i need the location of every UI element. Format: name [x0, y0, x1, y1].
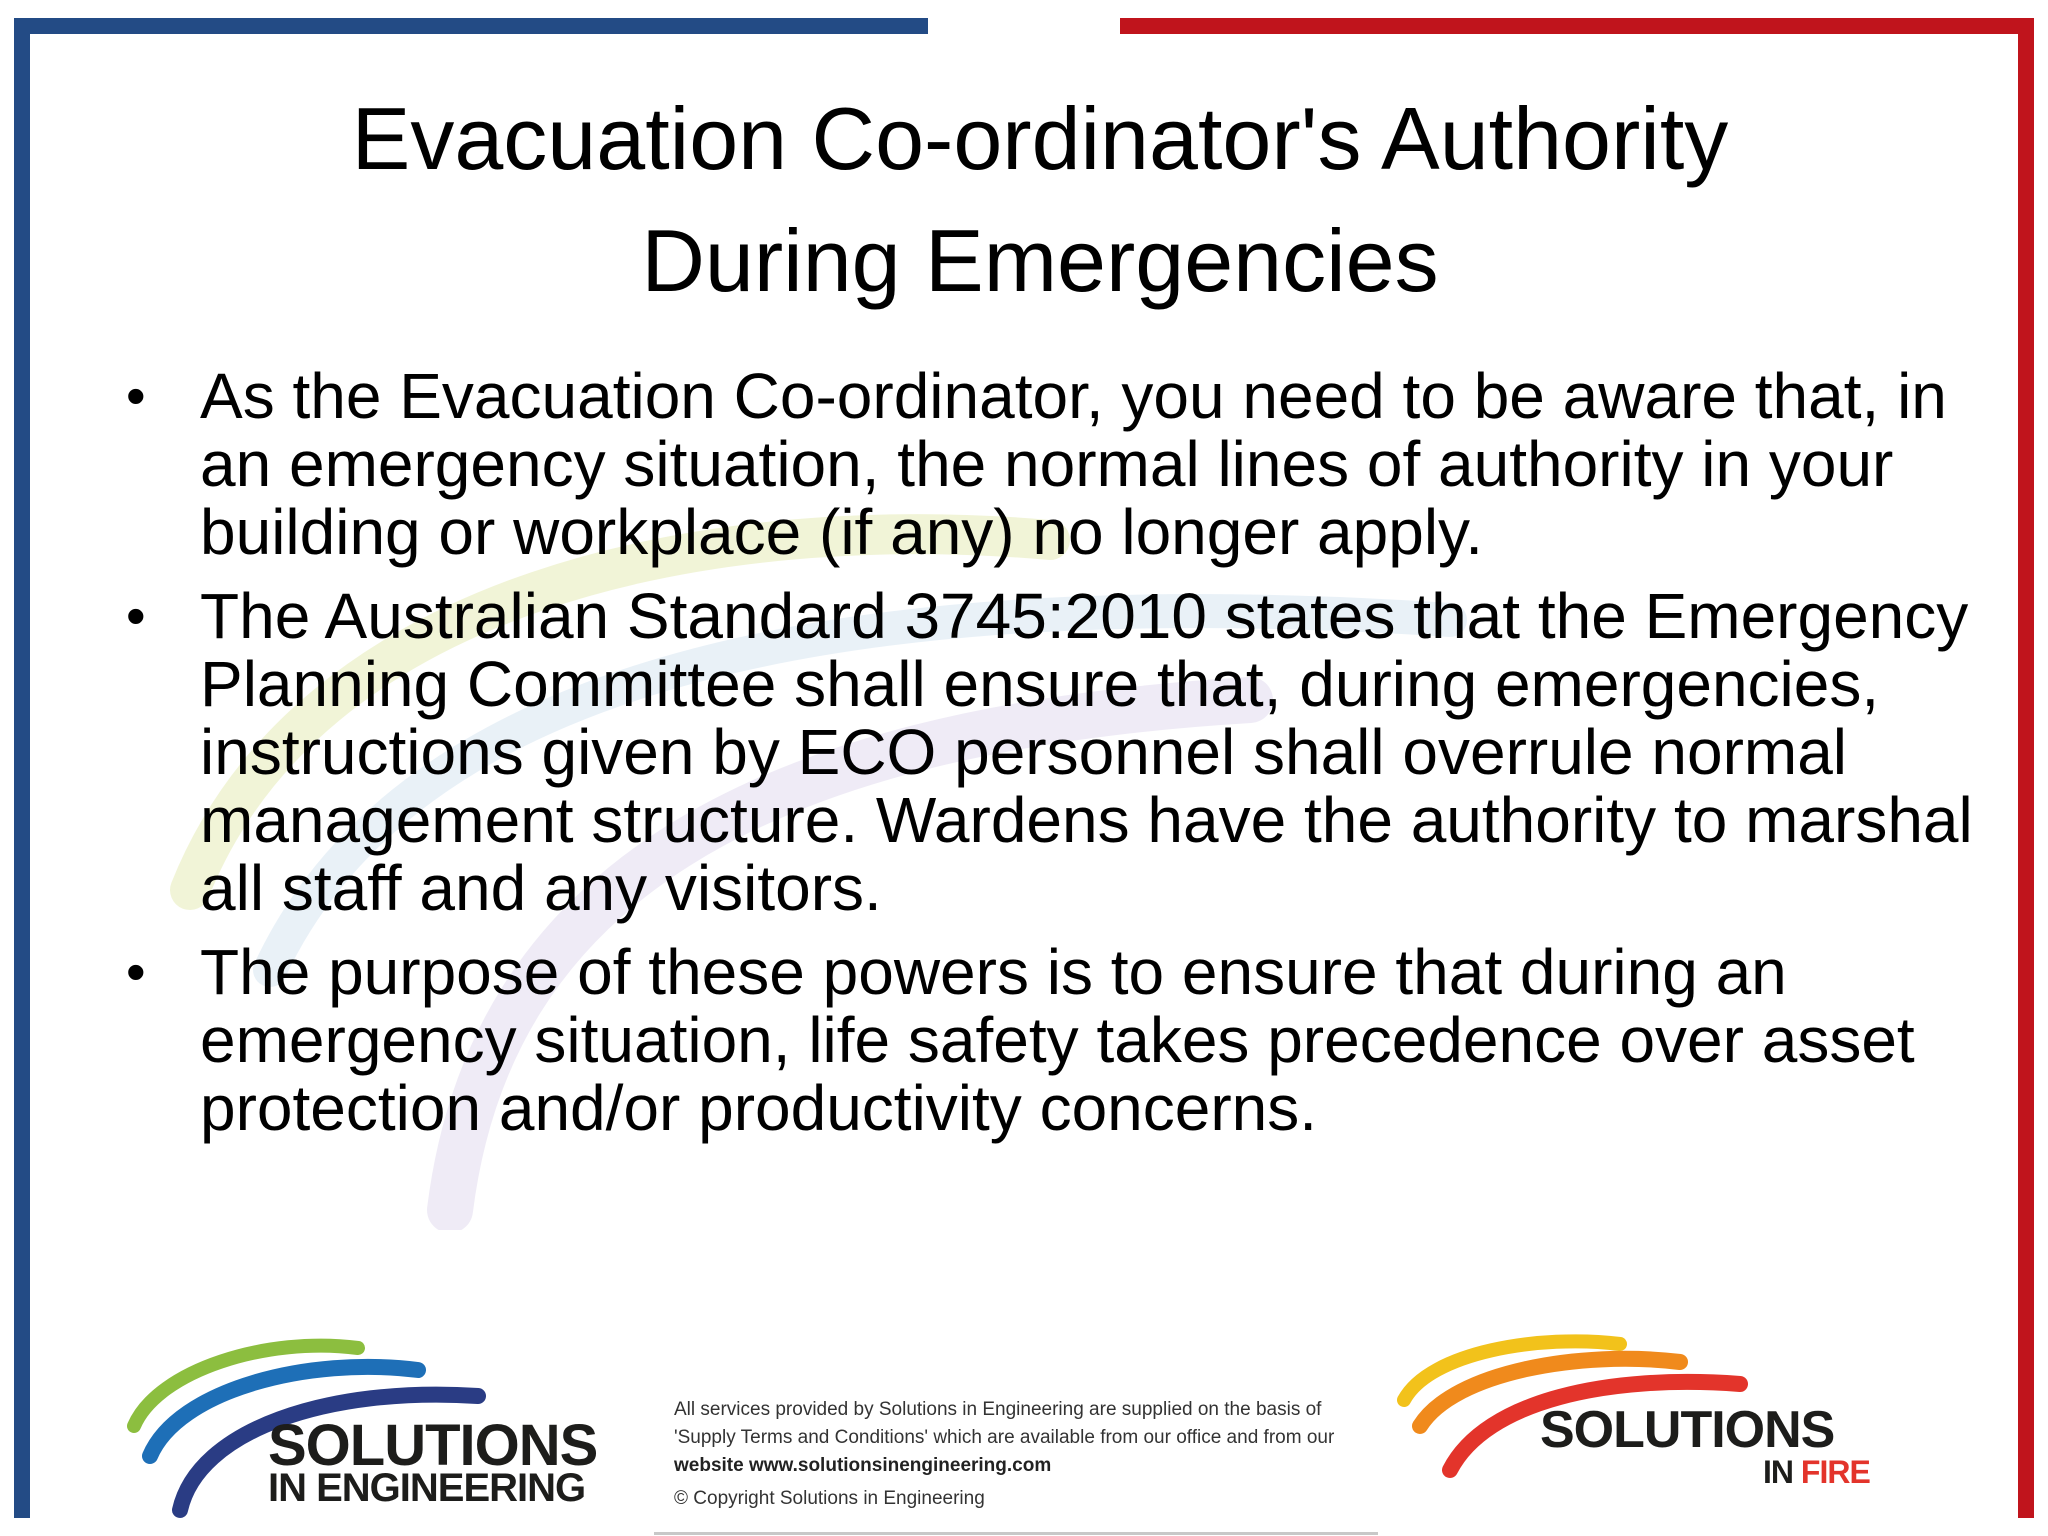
slide-title — [80, 78, 2000, 322]
frame-red-top — [1120, 18, 2034, 34]
logo-text-in-engineering: IN ENGINEERING — [268, 1466, 586, 1510]
title-line-2: During Emergencies — [641, 211, 1439, 310]
disclaimer-text: All services provided by Solutions in Engineering are supplied on the basis of 'Supply Terms and Conditions' which are available from our office and from our — [674, 1399, 1335, 1448]
frame-blue-left — [14, 18, 30, 1518]
bullet-item — [120, 362, 2000, 566]
logo-text-fire: FIRE — [1800, 1454, 1870, 1490]
title-line-1: Evacuation Co-ordinator's Authority — [351, 89, 1729, 188]
footer-divider — [654, 1532, 1378, 1535]
bullet-item — [120, 938, 2000, 1142]
disclaimer-website: website www.solutionsinengineering.com — [674, 1455, 1052, 1476]
bullet-text: As the Evacuation Co-ordinator, you need to be aware that, in an emergency situation, the normal lines of authority in your building or workplace (if any) no longer apply. — [200, 360, 1947, 568]
logo-text-solutions: SOLUTIONS — [1540, 1401, 1835, 1459]
bullet-list — [120, 362, 2000, 1158]
bullet-item — [120, 582, 2000, 922]
bullet-marker: • — [126, 940, 146, 1003]
logo-text-in: IN — [1763, 1454, 1801, 1490]
copyright-notice: © Copyright Solutions in Engineering — [674, 1488, 985, 1509]
bullet-marker: • — [126, 584, 146, 647]
bullet-text: The purpose of these powers is to ensure that during an emergency situation, life safety takes precedence over asset protection and/or productivity concerns. — [200, 936, 1915, 1144]
bullet-marker: • — [126, 364, 146, 427]
solutions-in-fire-logo — [1390, 1330, 1930, 1490]
frame-red-right — [2018, 18, 2034, 1518]
slide-footer — [0, 1330, 2048, 1536]
terms-disclaimer — [674, 1396, 1374, 1480]
solutions-in-engineering-logo — [118, 1330, 678, 1526]
logo-text-solutions: SOLUTIONS — [268, 1413, 598, 1478]
logo-text-in-fire — [1763, 1454, 1870, 1491]
frame-blue-top — [14, 18, 928, 34]
bullet-text: The Australian Standard 3745:2010 states that the Emergency Planning Committee shall ensure that, during emergencies, instructions given by ECO personnel shall overrule normal management structure. Wardens have the authority to marshal all staff and any visitors. — [200, 580, 1973, 924]
